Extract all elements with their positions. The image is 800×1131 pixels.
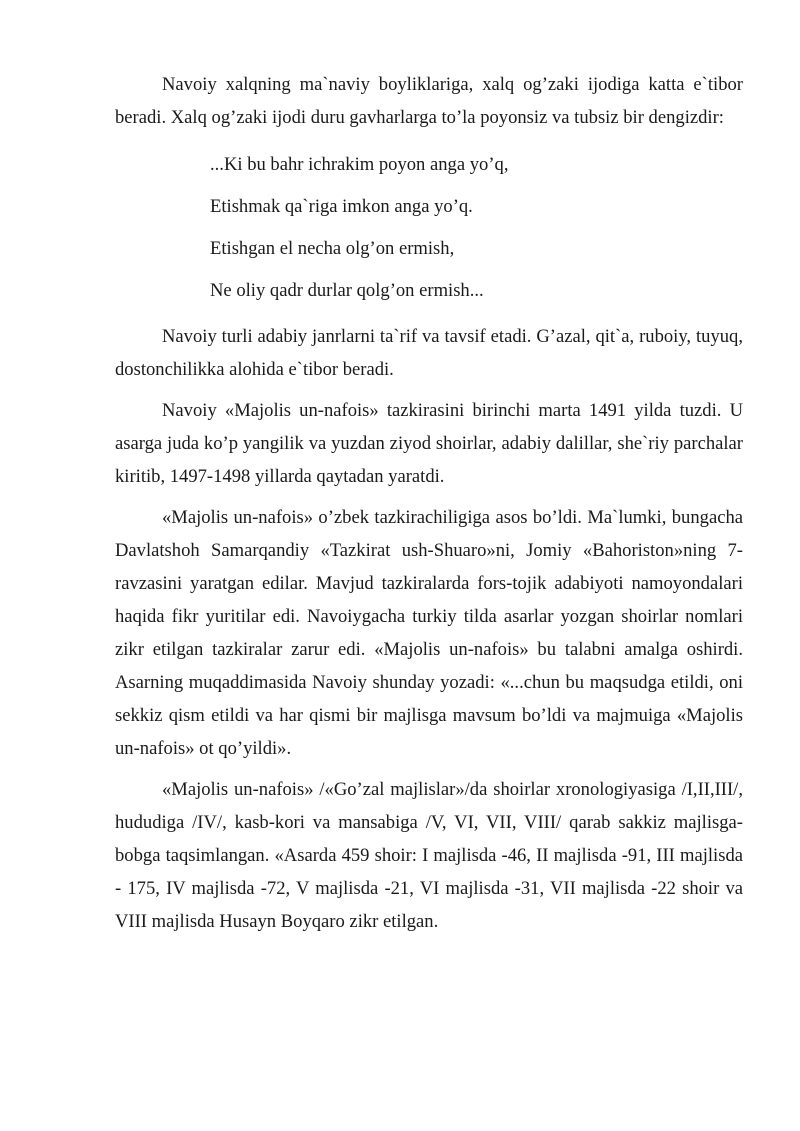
verse-block xyxy=(115,144,743,312)
verse-line: ...Ki bu bahr ichrakim poyon anga yo’q, xyxy=(210,154,509,175)
paragraph-tazkira-foundation: «Majolis un-nafois» o’zbek tazkirachiligiga asos bo’ldi. Ma`lumki, bungacha Davlatshoh Samarqandiy «Tazkirat ush-Shuaro»ni, Jomiy «Bahoriston»ning 7-ravzasini yaratgan edilar. Mavjud tazkiralarda fors-tojik adabiyoti namoyondalari haqida fikr yuritilar edi. Navoiygacha turkiy tilda asarlar yozgan shoirlar nomlari zikr etilgan tazkiralar zarur edi. «Majolis un-nafois» bu talabni amalga oshirdi. Asarning muqaddimasida Navoiy shunday yozadi: «...chun bu maqsudga etildi, oni sekkiz qism etildi va har qismi bir majlisga mavsum bo’ldi va majmuiga «Majolis un-nafois» ot qo’yildi». xyxy=(115,507,743,759)
verse-line: Etishgan el necha olg’on ermish, xyxy=(210,238,455,259)
paragraph-genres: Navoiy turli adabiy janrlarni ta`rif va tavsif etadi. G’azal, qit`a, ruboiy, tuyuq, dostonchilikka alohida e`tibor beradi. xyxy=(115,326,743,380)
verse-line: Ne oliy qadr durlar qolg’on ermish... xyxy=(210,280,484,301)
paragraph-majlis-structure: «Majolis un-nafois» /«Go’zal majlislar»/da shoirlar xronologiyasiga /I,II,III/, hududiga /IV/, kasb-kori va mansabiga /V, VI, VII, VIII/ qarab sakkiz majlisga-bobga taqsimlangan. «Asarda 459 shoir: I majlisda -46, II majlisda -91, III majlisda - 175, IV majlisda -72, V majlisda -21, VI majlisda -31, VII majlisda -22 shoir va VIII majlisda Husayn Boyqaro zikr etilgan. xyxy=(115,779,743,932)
paragraph-tazkira-history: Navoiy «Majolis un-nafois» tazkirasini birinchi marta 1491 yilda tuzdi. U asarga juda ko’p yangilik va yuzdan ziyod shoirlar, adabiy dalillar, she`riy parchalar kiritib, 1497-1498 yillarda qaytadan yaratdi. xyxy=(115,400,743,487)
paragraph-intro: Navoiy xalqning ma`naviy boyliklariga, xalq og’zaki ijodiga katta e`tibor beradi. Xalq og’zaki ijodi duru gavharlarga to’la poyonsiz va tubsiz bir dengizdir: xyxy=(115,74,743,128)
verse-line: Etishmak qa`riga imkon anga yo’q. xyxy=(210,196,473,217)
document-page xyxy=(115,68,743,938)
